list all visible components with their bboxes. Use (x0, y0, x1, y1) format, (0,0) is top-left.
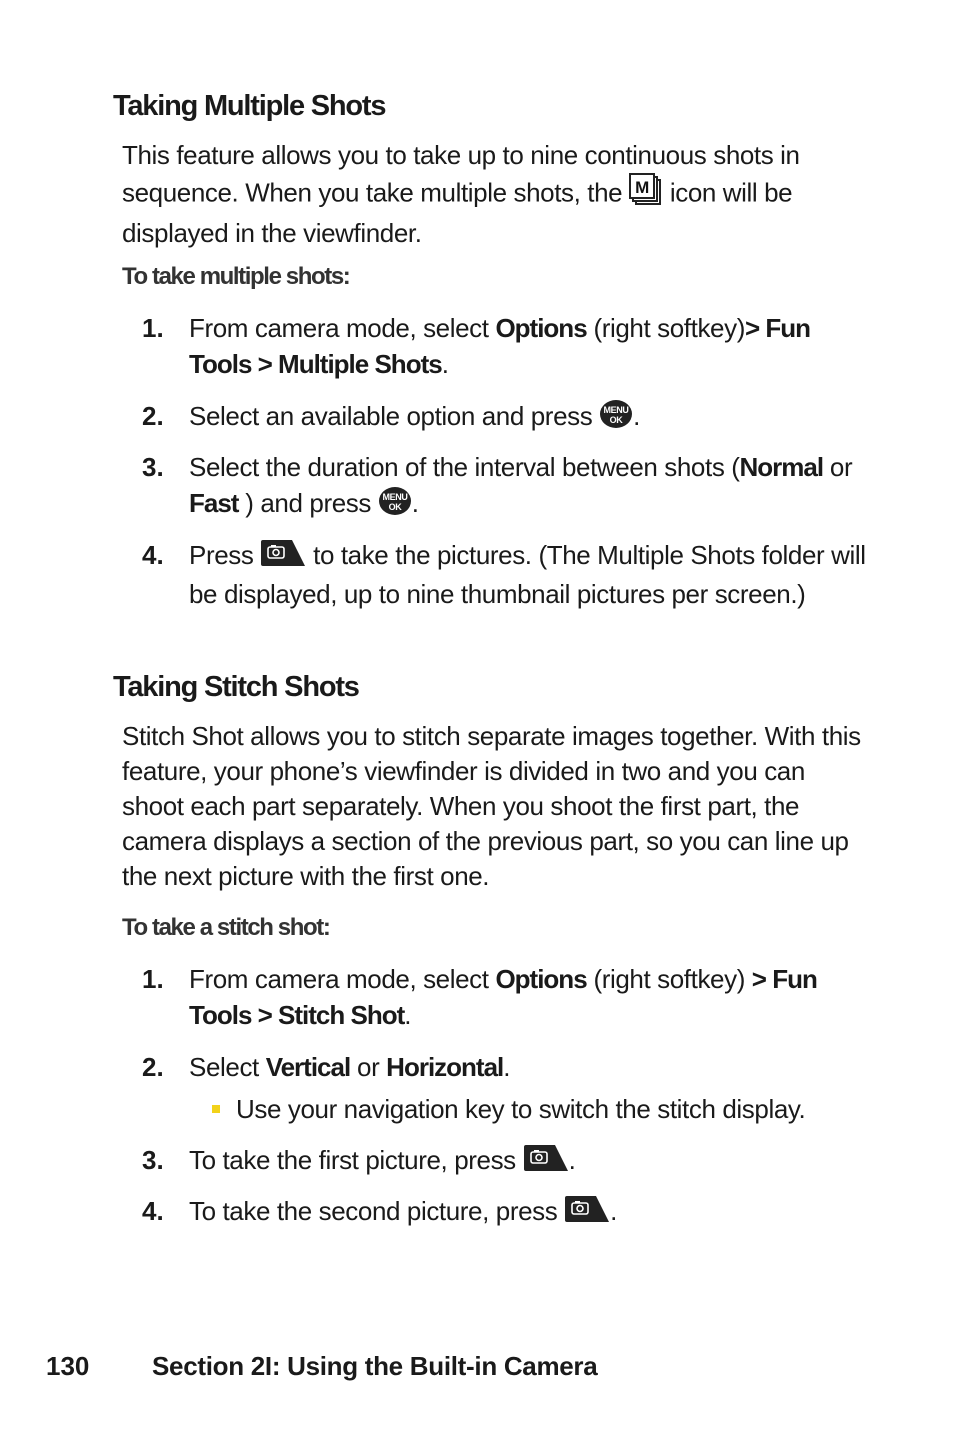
ms-step-1-number: 1. (142, 313, 164, 343)
menu-ok-key-icon (599, 399, 633, 438)
ss-step-3-text: To take the first picture, press . (189, 1142, 869, 1181)
svg-text:OK: OK (388, 501, 402, 512)
ss-step-2-number: 2. (142, 1052, 164, 1082)
ms-step-4-text: Press to take the pictures. (The Multiple Shots folder will be displayed, up to nine thumbnail pictures per screen.) (189, 540, 866, 609)
section-title-stitch-shots: Taking Stitch Shots (113, 671, 359, 703)
ms-step-2-text: Select an available option and press MENU OK . (189, 398, 869, 438)
bullet-square (212, 1105, 220, 1113)
multiple-shots-subheading: To take multiple shots: (122, 263, 350, 290)
ss-step-1-number: 1. (142, 964, 164, 994)
camera-key-icon (260, 539, 306, 576)
ms-step-1-text: From camera mode, select Options (right softkey)> Fun Tools > Multiple Shots. (189, 313, 811, 379)
ms-step-4-number: 4. (142, 540, 164, 570)
ss-step-1-text: From camera mode, select Options (right softkey) > Fun Tools > Stitch Shot. (189, 964, 817, 1030)
ss-bullet-text: Use your navigation key to switch the stitch display. (236, 1094, 806, 1124)
ms-step-2-number: 2. (142, 401, 164, 431)
ss-step-2-text: Select Vertical or Horizontal. (189, 1052, 511, 1082)
menu-ok-key-icon (378, 486, 412, 525)
ss-step-4-text: To take the second picture, press . (189, 1193, 869, 1232)
ms-step-3-text: Select the duration of the interval between shots (Normal or Fast ) and press MENU OK . (189, 449, 869, 525)
page-number: 130 (46, 1351, 90, 1381)
footer-section-title: Section 2I: Using the Built-in Camera (152, 1351, 598, 1381)
multiple-shots-intro: This feature allows you to take up to nine continuous shots in sequence. When you take multiple shots, the M icon will be displayed in the viewfinder. (122, 140, 800, 248)
svg-text:MENU: MENU (603, 404, 629, 415)
svg-text:MENU: MENU (382, 491, 408, 502)
ss-step-3-number: 3. (142, 1145, 164, 1175)
multiple-shot-icon (629, 173, 663, 216)
ms-step-3-number: 3. (142, 452, 164, 482)
stitch-shots-intro: Stitch Shot allows you to stitch separate images together. With this feature, your phone’s viewfinder is divided in two and you can shoot each part separately. When you shoot the first part, the camera displays a section of the previous part, so you can line up the next picture with the first one. (122, 721, 861, 891)
ss-step-4-number: 4. (142, 1196, 164, 1226)
multiple-shot-icon-letter: M (635, 178, 649, 197)
section-title-multiple-shots: Taking Multiple Shots (113, 90, 386, 122)
camera-key-icon (523, 1144, 569, 1181)
camera-key-icon (564, 1195, 610, 1232)
stitch-shots-subheading: To take a stitch shot: (122, 914, 330, 941)
svg-text:OK: OK (609, 414, 623, 425)
